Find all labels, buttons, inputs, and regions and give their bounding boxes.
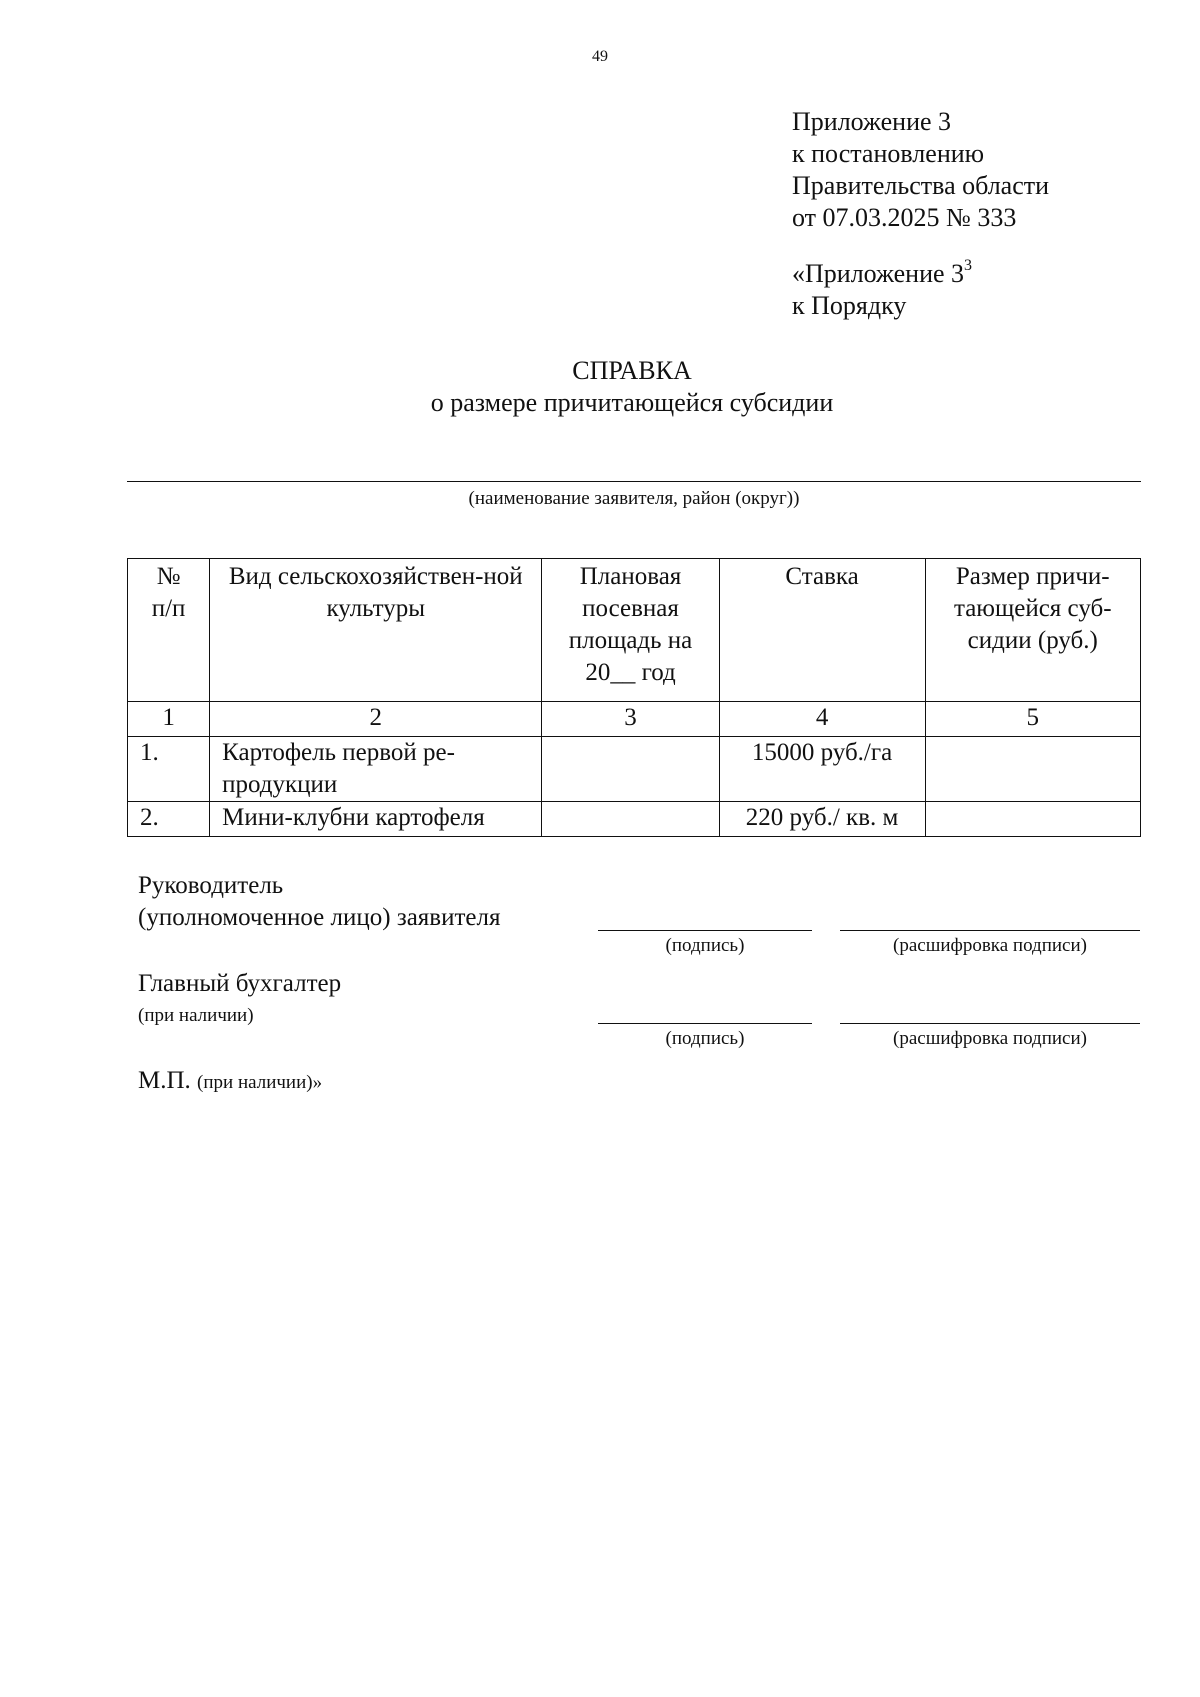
order-appendix-superscript: 3: [964, 257, 973, 274]
accountant-signature-caption: (подпись): [665, 1028, 745, 1049]
row-amount: [925, 802, 1140, 837]
order-appendix-ref: [792, 258, 1049, 290]
accountant-decode-line: [840, 1023, 1140, 1024]
appendix-line: от 07.03.2025 № 333: [792, 203, 1017, 232]
row-rate: 15000 руб./га: [719, 737, 925, 802]
seal-note: (при наличии)»: [197, 1072, 323, 1093]
seal-mark: [138, 1065, 322, 1099]
table-header-row: [128, 559, 1141, 702]
column-number: 3: [542, 702, 719, 737]
title-subtitle: о размере причитающейся субсидии: [430, 388, 834, 417]
applicant-caption: (наименование заявителя, район (округ)): [468, 488, 800, 509]
appendix-line: Приложение 3: [792, 107, 952, 136]
header-area: Плановая посевная площадь на 20__ год: [542, 559, 719, 702]
row-area: [542, 737, 719, 802]
head-decode-line: [840, 930, 1140, 931]
subsidy-table: [127, 558, 1141, 837]
header-crop: Вид сельскохозяйствен-ной культуры: [210, 559, 542, 702]
appendix-line: Правительства области: [792, 171, 1050, 200]
column-number: 4: [719, 702, 925, 737]
row-number: 1.: [128, 737, 210, 802]
appendix-header: [792, 106, 1049, 322]
table-column-numbers: [128, 702, 1141, 737]
head-decode-caption: (расшифровка подписи): [893, 935, 1087, 956]
accountant-decode-caption: (расшифровка подписи): [893, 1028, 1087, 1049]
document-title: [0, 355, 1200, 419]
row-crop: Картофель первой ре-продукции: [210, 737, 542, 802]
header-amount: Размер причи-тающейся суб-сидии (руб.): [925, 559, 1140, 702]
head-title: Руководитель: [138, 872, 284, 899]
head-title-detail: (уполномоченное лицо) заявителя: [138, 904, 501, 931]
title-main: СПРАВКА: [572, 356, 692, 385]
order-appendix-line2: к Порядку: [792, 291, 907, 320]
accountant-title: Главный бухгалтер: [138, 970, 342, 997]
column-number: 5: [925, 702, 1140, 737]
row-area: [542, 802, 719, 837]
table-row: [128, 802, 1141, 837]
head-signature-line: [598, 930, 812, 931]
row-number: 2.: [128, 802, 210, 837]
page-number: 49: [592, 48, 608, 65]
order-appendix-prefix: «Приложение 3: [792, 259, 965, 288]
applicant-name-line: [127, 481, 1141, 482]
appendix-line: к постановлению: [792, 139, 985, 168]
head-signature-caption: (подпись): [665, 935, 745, 956]
row-rate: 220 руб./ кв. м: [719, 802, 925, 837]
column-number: 2: [210, 702, 542, 737]
accountant-signature-line: [598, 1023, 812, 1024]
row-amount: [925, 737, 1140, 802]
seal-main: М.П.: [138, 1067, 191, 1094]
table-row: [128, 737, 1141, 802]
header-number: № п/п: [128, 559, 210, 702]
column-number: 1: [128, 702, 210, 737]
accountant-note: (при наличии): [138, 1005, 254, 1026]
row-crop: Мини-клубни картофеля: [210, 802, 542, 837]
header-rate: Ставка: [719, 559, 925, 702]
